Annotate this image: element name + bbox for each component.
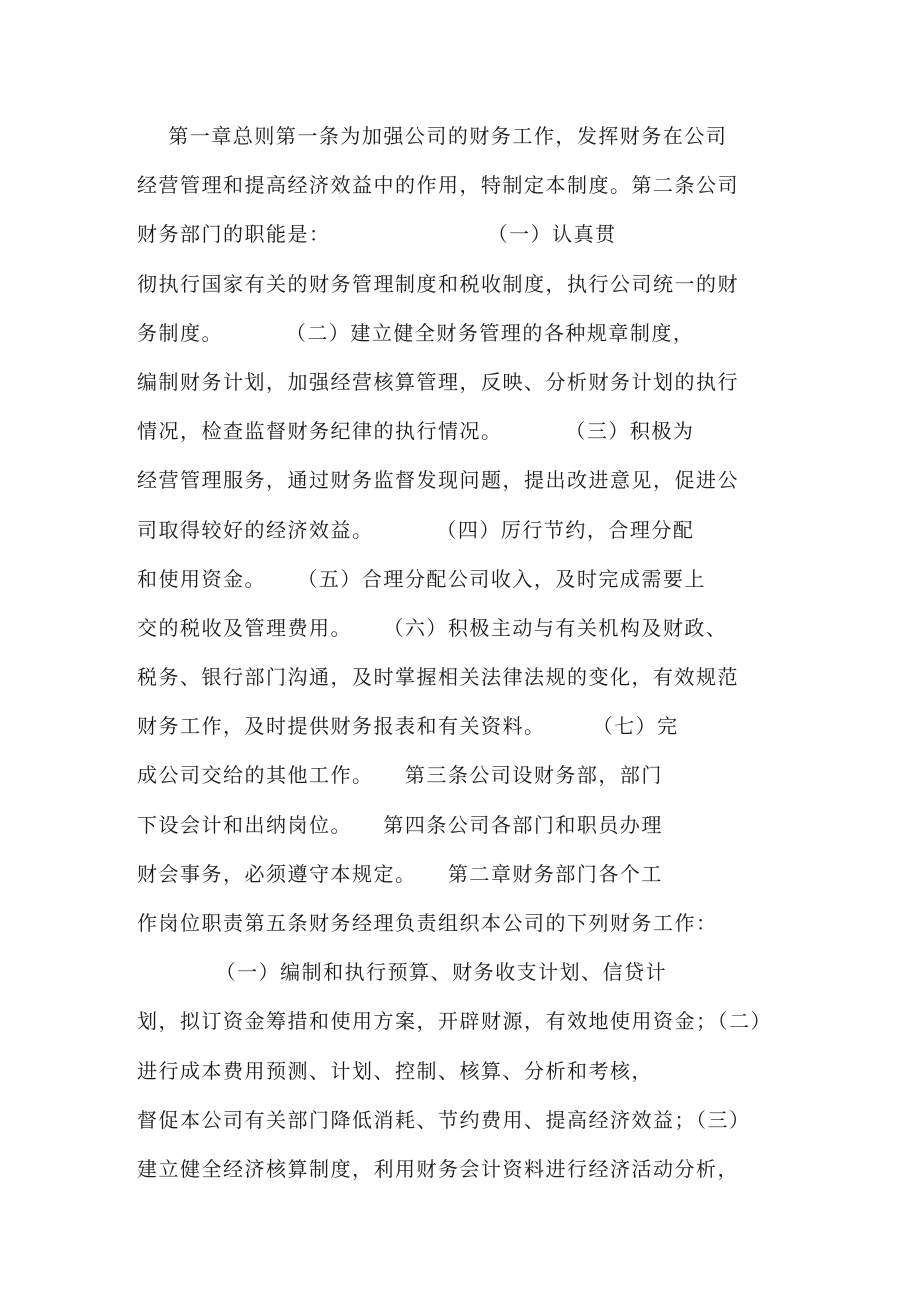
text-line: 财务工作，及时提供财务报表和有关资料。 （七）完 bbox=[137, 714, 679, 739]
text-line: 第一章总则第一条为加强公司的财务工作，发挥财务在公司 bbox=[137, 124, 728, 148]
text-line: 作岗位职责第五条财务经理负责组织本公司的下列财务工作： bbox=[137, 911, 718, 935]
text-line: 和使用资金。 （五）合理分配公司收入，及时完成需要上 bbox=[137, 566, 706, 591]
text-line: 财务部门的职能是： （一）认真贯 bbox=[137, 222, 617, 247]
text-line: 务制度。 （二）建立健全财务管理的各种规章制度， bbox=[137, 320, 695, 345]
text-line: 经营管理和提高经济效益中的作用，特制定本制度。第二条公司 bbox=[137, 173, 739, 198]
text-line: 建立健全经济核算制度，利用财务会计资料进行经济活动分析， bbox=[137, 1156, 739, 1181]
text-line: 彻执行国家有关的财务管理制度和税收制度，执行公司统一的财 bbox=[137, 271, 739, 296]
text-line: 划，拟订资金筹措和使用方案，开辟财源，有效地使用资金；（二） bbox=[137, 1009, 772, 1034]
body-text bbox=[137, 112, 837, 1194]
text-line: 进行成本费用预测、计划、控制、核算、分析和考核， bbox=[137, 1058, 653, 1083]
text-line: 财会事务，必须遵守本规定。 第二章财务部门各个工 bbox=[137, 861, 663, 886]
text-line: 司取得较好的经济效益。 （四）厉行节约，合理分配 bbox=[137, 517, 695, 542]
text-line: 情况，检查监督财务纪律的执行情况。 （三）积极为 bbox=[137, 419, 695, 444]
text-line: 编制财务计划，加强经营核算管理，反映、分析财务计划的执行 bbox=[137, 369, 739, 394]
text-line: 成公司交给的其他工作。 第三条公司设财务部，部门 bbox=[137, 763, 663, 788]
text-line: 下设会计和出纳岗位。 第四条公司各部门和职员办理 bbox=[137, 812, 663, 837]
text-line: 督促本公司有关部门降低消耗、节约费用、提高经济效益；（三） bbox=[137, 1107, 751, 1132]
text-line: 交的税收及管理费用。 （六）积极主动与有关机构及财政、 bbox=[137, 615, 728, 640]
text-line: 税务、银行部门沟通，及时掌握相关法律法规的变化，有效规范 bbox=[137, 665, 739, 690]
text-line: 经营管理服务，通过财务监督发现问题，提出改进意见，促进公 bbox=[137, 468, 739, 493]
text-line: （一）编制和执行预算、财务收支计划、信贷计 bbox=[137, 960, 668, 985]
